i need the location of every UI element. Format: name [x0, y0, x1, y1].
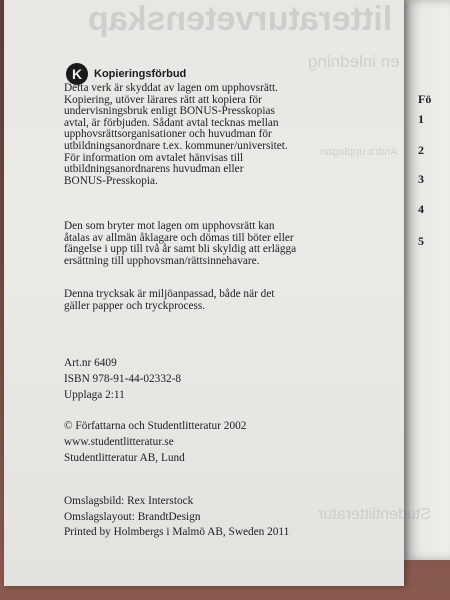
copyright-notice-line: Detta verk är skyddat av lagen om upphovsrätt.: [64, 82, 278, 94]
publisher-name: Studentlitteratur AB, Lund: [64, 452, 185, 464]
bleed-through-publisher: Studentlitteratur: [318, 506, 431, 523]
penalty-notice-line: fängelse i upp till två år samt bli skyldig att erlägga: [64, 243, 297, 256]
copyright-notice: [64, 83, 394, 187]
printer-line: Printed by Holmbergs i Malmö AB, Sweden 2011: [64, 526, 290, 538]
copyright-notice-line: avtal, är förbjuden. Sådant avtal tecknas mellan: [64, 116, 279, 129]
penalty-notice-line: Den som bryter mot lagen om upphovsrätt kan: [64, 220, 275, 232]
copyright-notice-line: utbildningsanordnare t.ex. kommuner/universitet.: [64, 139, 288, 152]
copyright-notice-line: Kopiering, utöver lärares rätt att kopiera för: [64, 93, 262, 106]
environment-notice-line: Denna trycksak är miljöanpassad, både när det: [64, 288, 275, 300]
copyright-notice-line: undervisningsbruk enligt BONUS-Presskopias: [64, 105, 275, 118]
kopieringsforbud-k-icon: K: [66, 63, 88, 85]
edition-print: Upplaga 2:11: [64, 389, 125, 401]
penalty-notice-line: ersättning till upphovsman/rättsinnehavare.: [64, 254, 260, 267]
bleed-through-title: litteraturvetenskap: [88, 0, 393, 38]
cover-image-credit: Omslagsbild: Rex Interstock: [64, 495, 194, 507]
bleed-through-subtitle: en inledning: [308, 52, 400, 71]
copyright-page: [4, 0, 431, 586]
copyright-notice-line: BONUS-Presskopia.: [64, 174, 158, 187]
product-info: [64, 355, 394, 403]
facing-page-fragment: 2: [418, 143, 424, 157]
copyright-notice-line: upphovsrättsorganisationer och huvudman för: [64, 128, 272, 141]
publisher-website: www.studentlitteratur.se: [64, 436, 174, 448]
environment-notice-line: gäller papper och tryckprocess.: [64, 299, 206, 312]
penalty-notice: [64, 221, 394, 267]
facing-page-fragment: 3: [418, 172, 424, 186]
facing-page: [404, 0, 450, 560]
cover-layout-credit: Omslagslayout: BrandtDesign: [64, 511, 201, 523]
article-number: Art.nr 6409: [64, 357, 117, 369]
printer-info: [64, 527, 394, 539]
cover-credits: [64, 493, 394, 525]
bleed-through-edition: Andra upplagan: [320, 146, 398, 158]
facing-page-fragment: 1: [418, 112, 424, 126]
copyright-notice-line: För information om avtalet hänvisas till: [64, 151, 244, 164]
facing-page-fragment: 4: [418, 202, 424, 216]
penalty-notice-line: åtalas av allmän åklagare och dömas till böter eller: [64, 231, 294, 244]
copyright-line: © Författarna och Studentlitteratur 2002: [64, 420, 247, 432]
copyright-notice-line: utbildningsanordnarens huvudman eller: [64, 163, 244, 176]
facing-page-fragment: 5: [418, 234, 424, 248]
publisher-info: [64, 418, 394, 466]
environment-notice: [64, 289, 394, 312]
facing-page-fragment: Fö: [418, 92, 432, 106]
isbn: ISBN 978-91-44-02332-8: [64, 373, 182, 385]
kopieringsforbud-label: Kopieringsförbud: [94, 68, 187, 80]
